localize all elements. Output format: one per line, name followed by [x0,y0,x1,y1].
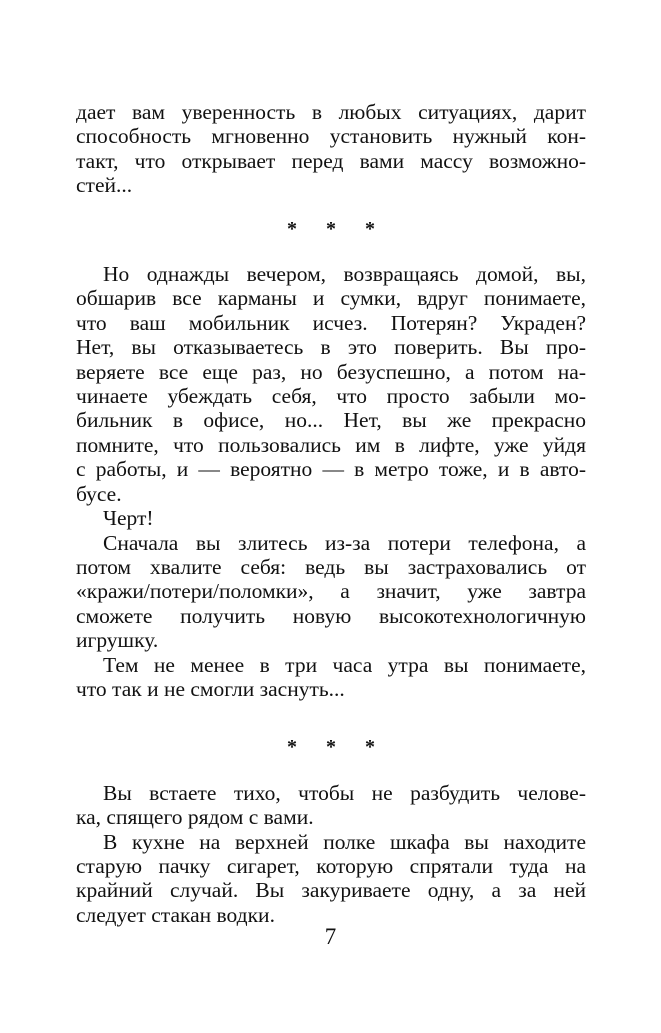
text-line: игрушку. [76,628,159,653]
text-line: способность мгновенно установить нужный кон- [76,124,586,149]
paragraph-1 [76,100,586,198]
text-line: Нет, вы отказываетесь в это поверить. Вы про- [76,335,586,360]
text-line: такт, что открывает перед вами массу возможно- [76,148,586,173]
text-line: Тем не менее в три часа утра вы понимаете, [103,652,586,677]
text-line: помните, что пользовались им в лифте, уже уйдя [76,432,586,457]
text-line: Сначала вы злитесь из-за потери телефона, а [103,530,586,555]
text-line: бусе. [76,481,122,506]
text-line: бильник в офисе, но... Нет, вы же прекрасно [76,408,586,433]
paragraph-3 [76,506,586,530]
section-separator: * * * [287,736,387,759]
text-line: чинаете убеждать себя, что просто забыли мо- [76,384,586,409]
text-line: старую пачку сигарет, которую спрятали туда на [76,853,586,878]
paragraph-2 [76,262,586,506]
text-line: Но однажды вечером, возвращаясь домой, вы, [103,262,586,287]
text-line: следует стакан водки. [76,902,275,927]
text-line: веряете все еще раз, но безуспешно, а потом на- [76,359,586,384]
text-line: обшарив все карманы и сумки, вдруг понимаете, [76,286,586,311]
text-line: стей... [76,173,133,198]
text-line: Черт! [103,506,154,531]
paragraph-7 [76,830,586,928]
section-separator: * * * [287,217,387,240]
text-line: что так и не смогли заснуть... [76,676,345,701]
page-number: 7 [324,924,337,949]
text-line: что ваш мобильник исчез. Потерян? Украден? [76,310,586,335]
paragraph-4 [76,531,586,653]
paragraph-6 [76,781,586,830]
text-line: дает вам уверенность в любых ситуациях, дарит [76,100,586,124]
text-line: потом хвалите себя: ведь вы застраховались от [76,554,586,579]
text-line: сможете получить новую высокотехнологичную [76,603,586,628]
text-line: ка, спящего рядом с вами. [76,805,314,830]
text-line: с работы, и — вероятно — в метро тоже, и в авто- [76,457,586,482]
text-line: крайний случай. Вы закуриваете одну, а за ней [76,878,586,903]
text-line: «кражи/потери/поломки», а значит, уже завтра [76,579,586,604]
paragraph-5 [76,653,586,702]
text-line: Вы встаете тихо, чтобы не разбудить челове- [103,780,586,805]
text-line: В кухне на верхней полке шкафа вы находите [103,829,586,854]
page-body [76,100,586,927]
